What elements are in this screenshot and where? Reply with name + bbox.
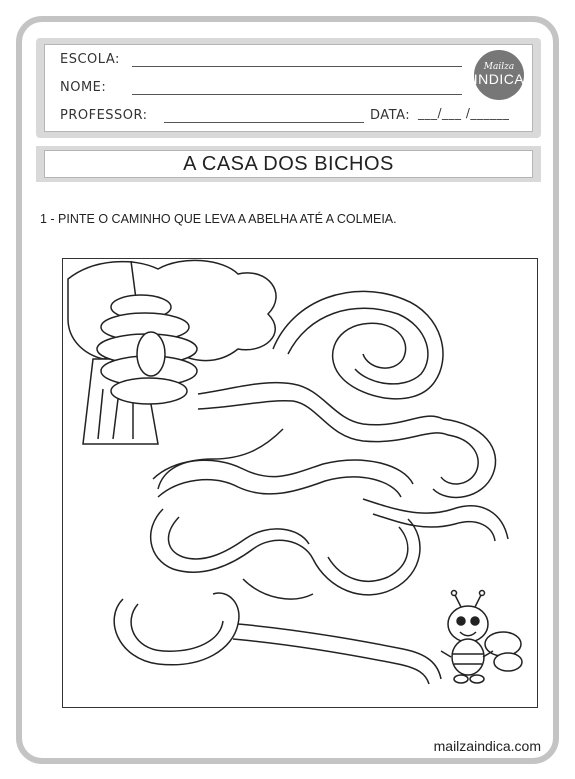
bee-icon	[441, 591, 522, 684]
teacher-field[interactable]	[164, 122, 364, 123]
teacher-label: PROFESSOR:	[60, 108, 148, 123]
site-url: mailzaindica.com	[433, 738, 541, 754]
date-field[interactable]: ___/___ /______	[418, 106, 510, 120]
date-label: DATA:	[370, 108, 411, 123]
school-field[interactable]	[132, 66, 462, 67]
maze-illustration[interactable]	[62, 258, 538, 708]
name-field[interactable]	[132, 94, 462, 95]
page-title: A CASA DOS BICHOS	[44, 150, 533, 178]
logo-script: Mailza	[483, 62, 515, 72]
instruction-text: 1 - PINTE O CAMINHO QUE LEVA A ABELHA ATÉ A COLMEIA.	[40, 212, 397, 226]
name-label: NOME:	[60, 80, 107, 95]
maze-icon	[63, 259, 536, 706]
logo-text: INDICA	[473, 71, 525, 87]
school-label: ESCOLA:	[60, 52, 120, 67]
logo	[474, 50, 524, 100]
